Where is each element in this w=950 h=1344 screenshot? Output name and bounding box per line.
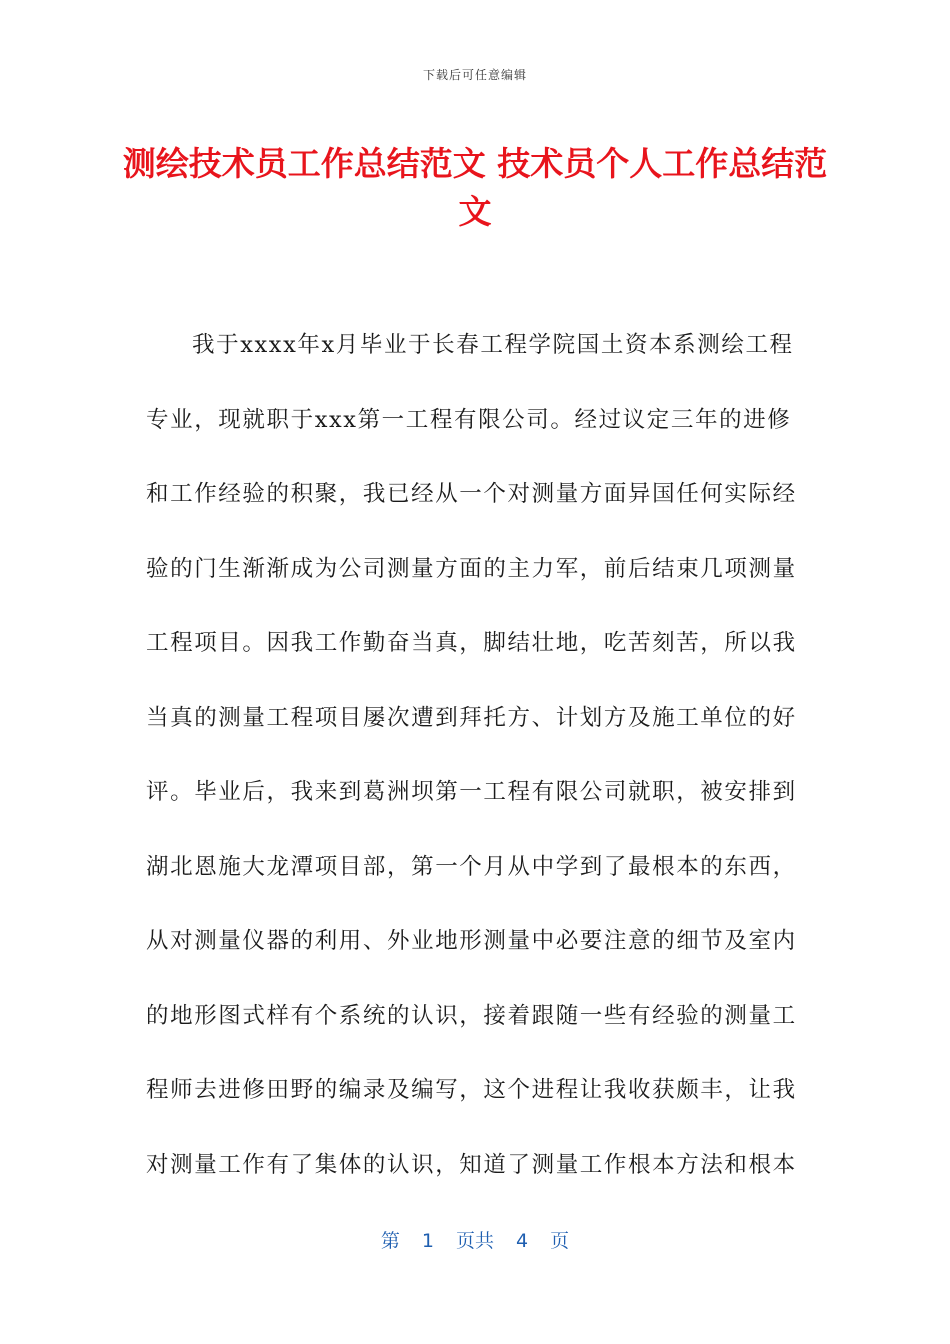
body-line: 我于xxxx年x月毕业于长春工程学院国土资本系测绘工程 [192,332,794,358]
total-pages-number: 4 [516,1230,529,1252]
body-line: 湖北恩施大龙潭项目部，第一个月从中学到了最根本的东西， [146,853,797,880]
download-note: 下载后可任意编辑 [422,68,527,82]
page-footer [0,1226,950,1253]
footer-prefix: 第 [380,1230,400,1252]
current-page-number: 1 [421,1230,434,1252]
footer-middle: 页共 [455,1230,494,1252]
body-line: 对测量工作有了集体的认识，知道了测量工作根本方法和根本 [146,1151,797,1178]
body-line: 程师去进修田野的编录及编写，这个进程让我收获颇丰，让我 [146,1077,797,1103]
body-line: 当真的测量工程项目屡次遭到拜托方、计划方及施工单位的好 [146,704,797,731]
body-line: 和工作经验的积聚，我已经从一个对测量方面异国任何实际经 [146,481,797,507]
body-line: 评。毕业后，我来到葛洲坝第一工程有限公司就职，被安排到 [146,779,797,805]
body-line: 工程项目。因我工作勤奋当真，脚结壮地，吃苦刻苦，所以我 [146,630,797,656]
body-line: 从对测量仪器的利用、外业地形测量中必要注意的细节及室内 [146,928,797,954]
document-body [146,323,806,1217]
body-line: 专业，现就职于xxx第一工程有限公司。经过议定三年的进修 [146,406,792,433]
body-line: 验的门生渐渐成为公司测量方面的主力军，前后结束几项测量 [146,555,797,582]
footer-suffix: 页 [550,1230,570,1252]
body-line: 的地形图式样有个系统的认识，接着跟随一些有经验的测量工 [146,1002,797,1029]
document-title: 测绘技术员工作总结范文 技术员个人工作总结范文 [122,144,828,231]
